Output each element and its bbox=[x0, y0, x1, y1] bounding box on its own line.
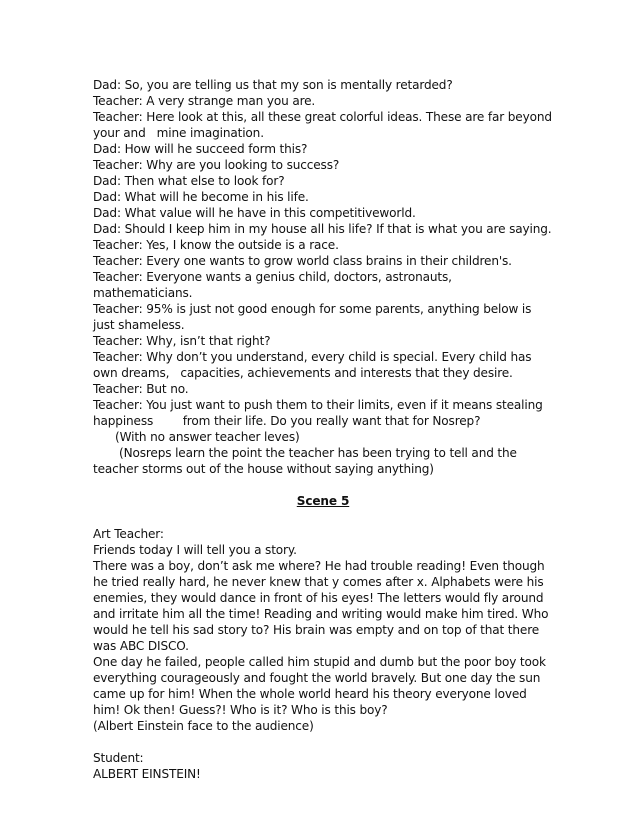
dialogue-line: Dad: How will he succeed form this? bbox=[93, 142, 308, 156]
spacer bbox=[93, 734, 553, 750]
stage-direction: (Nosreps learn the point the teacher has been trying to tell and the teacher storms out of the house without saying anything) bbox=[93, 446, 521, 476]
story-paragraph: There was a boy, don’t ask me where? He had trouble reading! Even though he tried really hard, he never knew that y comes after x. Alphabets were his enemies, they would dance in front of his eyes! The letters would fly around and irritate him all the time! Reading and writing would make him tired. Who would he tell his sad story to? His brain was empty and on top of that there was ABC DISCO. bbox=[93, 559, 553, 653]
dialogue-line: Dad: What will he become in his life. bbox=[93, 190, 309, 204]
dialogue-line: Teacher: Why are you looking to success? bbox=[93, 158, 340, 172]
stage-direction: (With no answer teacher leves) bbox=[115, 430, 300, 444]
scene-heading: Scene 5 bbox=[296, 494, 350, 508]
dialogue-line: Dad: So, you are telling us that my son is mentally retarded? bbox=[93, 78, 453, 92]
dialogue-line: Teacher: You just want to push them to their limits, even if it means stealing happiness from their life. Do you really want that for Nosrep? bbox=[93, 398, 547, 428]
dialogue-block bbox=[93, 77, 556, 477]
dialogue-line: Teacher: Why, isn’t that right? bbox=[93, 334, 271, 348]
story-block bbox=[93, 526, 553, 782]
dialogue-line: Dad: What value will he have in this competitiveworld. bbox=[93, 206, 416, 220]
dialogue-line: Teacher: 95% is just not good enough for some parents, anything below is just shameless. bbox=[93, 302, 535, 332]
dialogue-line: Teacher: But no. bbox=[93, 382, 189, 396]
document-page bbox=[93, 77, 556, 782]
speaker-label: Art Teacher: bbox=[93, 527, 164, 541]
dialogue-line: Teacher: Everyone wants a genius child, doctors, astronauts, mathematicians. bbox=[93, 270, 456, 300]
story-paragraph: One day he failed, people called him stupid and dumb but the poor boy took everything courageously and fought the world bravely. But one day the sun came up for him! When the whole world heard his theory everyone loved him! Ok then! Guess?! Who is it? Who is this boy? bbox=[93, 655, 550, 717]
student-line: ALBERT EINSTEIN! bbox=[93, 767, 201, 781]
dialogue-line: Teacher: Here look at this, all these great colorful ideas. These are far beyond your and mine imagination. bbox=[93, 110, 556, 140]
dialogue-line: Teacher: A very strange man you are. bbox=[93, 94, 316, 108]
dialogue-line: Teacher: Yes, I know the outside is a race. bbox=[93, 238, 339, 252]
dialogue-line: Dad: Should I keep him in my house all his life? If that is what you are saying. bbox=[93, 222, 552, 236]
stage-direction: (Albert Einstein face to the audience) bbox=[93, 719, 314, 733]
speaker-label: Student: bbox=[93, 751, 144, 765]
dialogue-line: Teacher: Why don’t you understand, every child is special. Every child has own dreams, capacities, achievements and interests that they desire. bbox=[93, 350, 536, 380]
dialogue-line: Dad: Then what else to look for? bbox=[93, 174, 285, 188]
story-line: Friends today I will tell you a story. bbox=[93, 543, 297, 557]
dialogue-line: Teacher: Every one wants to grow world class brains in their children's. bbox=[93, 254, 512, 268]
